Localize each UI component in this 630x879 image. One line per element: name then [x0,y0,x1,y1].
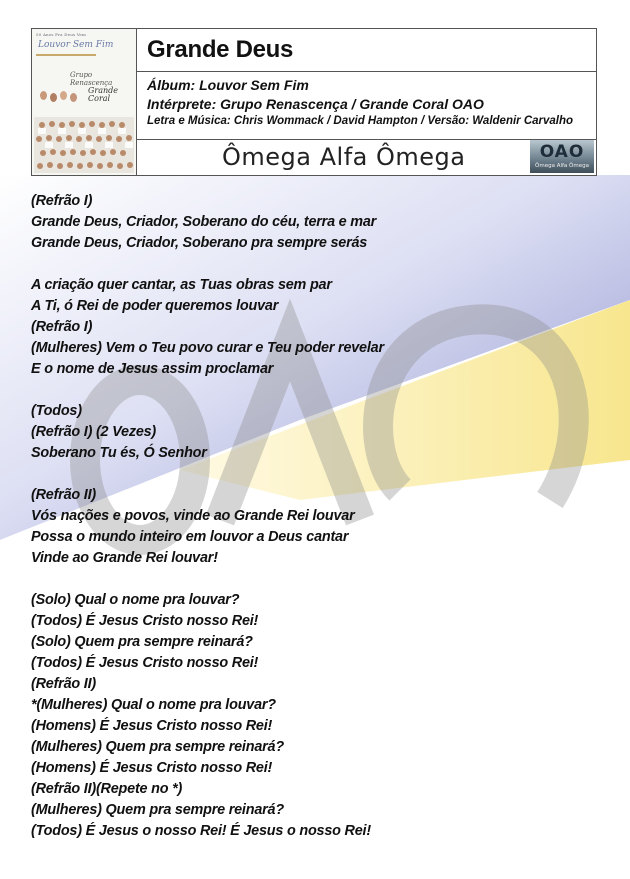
album-cover-image [32,29,137,175]
lyric-line: (Solo) Qual o nome pra louvar? [31,592,240,608]
lyric-line: (Todos) É Jesus Cristo nosso Rei! [31,655,259,671]
lyric-line: (Refrão I) [31,193,93,209]
lyric-line: (Refrão II) [31,676,96,692]
lyrics-body [31,191,591,842]
lyric-line: (Mulheres) Vem o Teu povo curar e Teu poder revelar [31,340,384,356]
cover-coral-text: Grande Coral [88,86,118,103]
stanza-break [31,254,591,275]
lyric-line: Grande Deus, Criador, Soberano do céu, terra e mar [31,214,377,230]
cover-singer-photo [70,93,77,102]
lyric-line: *(Mulheres) Qual o nome pra louvar? [31,697,276,713]
stanza-break [31,380,591,401]
title-cell [136,29,596,72]
lyric-line: (Todos) É Jesus o nosso Rei! É Jesus o nosso Rei! [31,823,371,839]
lyric-line: Grande Deus, Criador, Soberano pra sempre serás [31,235,368,251]
cover-divider [36,54,96,56]
cover-singer-photo [50,93,57,102]
song-header [31,28,597,176]
song-info [136,71,596,140]
lyric-line: A criação quer cantar, as Tuas obras sem par [31,277,332,293]
brand-cell [136,139,596,175]
lyric-line: A Ti, ó Rei de poder queremos louvar [31,298,279,314]
oao-logo [530,140,594,173]
lyric-line: (Refrão II) [31,487,96,503]
choir-photo [34,117,134,173]
lyric-line: Soberano Tu és, Ó Senhor [31,445,207,461]
lyric-line: (Homens) É Jesus Cristo nosso Rei! [31,718,273,734]
cover-singer-photo [40,91,47,100]
lyric-line: (Homens) É Jesus Cristo nosso Rei! [31,760,273,776]
lyric-line: (Refrão I) [31,319,93,335]
lyric-line: (Refrão I) (2 Vezes) [31,424,157,440]
lyric-line: Vós nações e povos, vinde ao Grande Rei louvar [31,508,355,524]
lyric-line: (Mulheres) Quem pra sempre reinará? [31,739,284,755]
lyric-line: (Solo) Quem pra sempre reinará? [31,634,253,650]
lyric-line: Vinde ao Grande Rei louvar! [31,550,218,566]
credits-info: Letra e Música: Chris Wommack / David Hampton / Versão: Waldenir Carvalho [147,115,574,127]
stanza-break [31,464,591,485]
song-title: Grande Deus [147,36,294,63]
logo-mark: OAO [539,142,585,162]
cover-top-text: 50 Anos Pra Deus Vem [36,32,86,37]
album-info: Álbum: Louvor Sem Fim [147,77,309,93]
lyric-line: E o nome de Jesus assim proclamar [31,361,274,377]
lyric-line: (Refrão II)(Repete no *) [31,781,183,797]
lyric-line: (Mulheres) Quem pra sempre reinará? [31,802,284,818]
cover-group-text: Grupo Renascença [70,71,113,87]
lyric-line: (Todos) [31,403,82,419]
logo-text: Ômega Alfa Ômega [535,163,589,169]
artist-info: Intérprete: Grupo Renascença / Grande Coral OAO [147,96,484,112]
cover-singer-photo [60,91,67,100]
brand-name: Ômega Alfa Ômega [222,143,466,171]
lyric-line: (Todos) É Jesus Cristo nosso Rei! [31,613,259,629]
cover-album-text: Louvor Sem Fim [38,40,114,50]
lyric-line: Possa o mundo inteiro em louvor a Deus cantar [31,529,349,545]
stanza-break [31,569,591,590]
